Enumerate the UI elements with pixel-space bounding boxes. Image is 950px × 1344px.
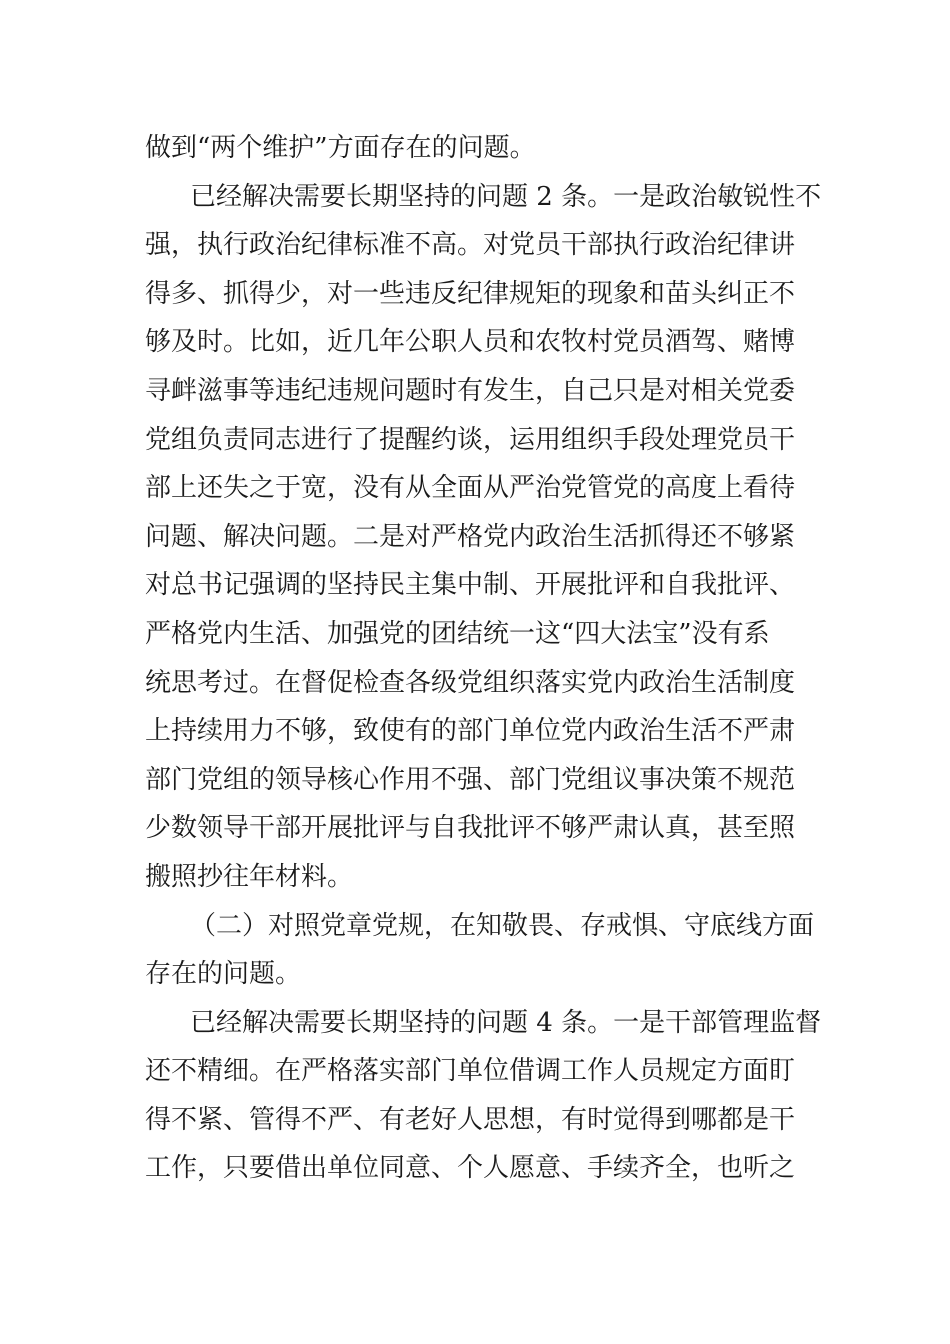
text-line: 还不精细。在严格落实部门单位借调工作人员规定方面盯 — [145, 1056, 796, 1087]
text-line: 够及时。比如，近几年公职人员和农牧村党员酒驾、赌博 — [145, 327, 796, 358]
text-line: 搬照抄往年材料。 — [145, 861, 354, 892]
text-line: 部上还失之于宽，没有从全面从严治党管党的高度上看待 — [145, 473, 796, 504]
paragraph-first-line: 已经解决需要长期坚持的问题 2 条。一是政治敏锐性不 — [190, 181, 822, 212]
text-line: 得不紧、管得不严、有老好人思想，有时觉得到哪都是干 — [145, 1104, 796, 1135]
text-line: 党组负责同志进行了提醒约谈，运用组织手段处理党员干 — [145, 424, 796, 455]
document-body — [145, 124, 822, 1193]
text-line: 强，执行政治纪律标准不高。对党员干部执行政治纪律讲 — [145, 230, 796, 261]
text-line: 做到“两个维护”方面存在的问题。 — [145, 133, 536, 163]
text-line: 部门党组的领导核心作用不强、部门党组议事决策不规范 — [145, 764, 796, 795]
text-line: 得多、抓得少，对一些违反纪律规矩的现象和苗头纠正不 — [145, 278, 796, 309]
text-line: 少数领导干部开展批评与自我批评不够严肃认真，甚至照 — [145, 813, 796, 844]
text-line: 工作，只要借出单位同意、个人愿意、手续齐全，也听之 — [145, 1153, 796, 1184]
text-line: 寻衅滋事等违纪违规问题时有发生，自己只是对相关党委 — [145, 375, 796, 406]
section-heading-continued: 存在的问题。 — [145, 959, 302, 990]
text-line: 严格党内生活、加强党的团结统一这“四大法宝”没有系 — [145, 618, 770, 649]
paragraph-first-line: 已经解决需要长期坚持的问题 4 条。一是干部管理监督 — [190, 1007, 822, 1038]
text-line: 问题、解决问题。二是对严格党内政治生活抓得还不够紧 — [145, 521, 796, 552]
section-heading: （二）对照党章党规，在知敬畏、存戒惧、守底线方面 — [190, 910, 815, 941]
text-line: 统思考过。在督促检查各级党组织落实党内政治生活制度 — [145, 667, 796, 698]
text-line: 对总书记强调的坚持民主集中制、开展批评和自我批评、 — [145, 570, 796, 601]
text-line: 上持续用力不够，致使有的部门单位党内政治生活不严肃 — [145, 716, 796, 747]
